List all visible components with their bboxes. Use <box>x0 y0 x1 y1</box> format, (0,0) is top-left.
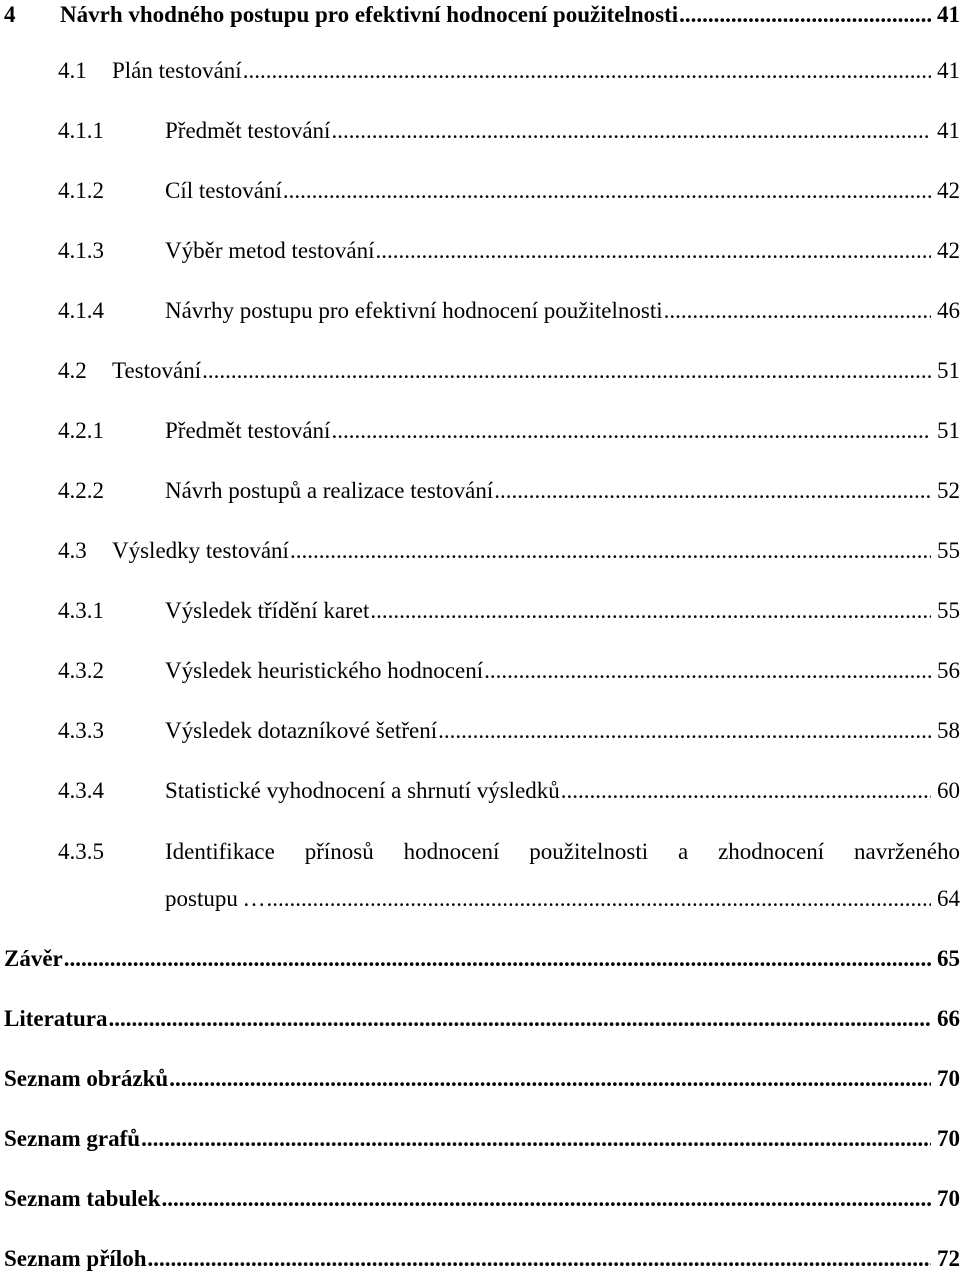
toc-entry-number: 4.1.3 <box>58 238 104 263</box>
toc-entry-page: 64 <box>937 886 960 911</box>
toc-entry-chapter-4[interactable] <box>0 0 960 31</box>
dot-leader <box>331 415 931 447</box>
dot-leader <box>162 1183 931 1215</box>
dot-leader <box>679 0 931 31</box>
toc-entry-literatura[interactable] <box>0 1003 960 1035</box>
toc-entry-page: 42 <box>937 238 960 263</box>
dot-leader <box>370 595 931 627</box>
toc-entry-title: Výsledek heuristického hodnocení <box>165 658 484 683</box>
toc-entry-title: Seznam grafů <box>4 1126 141 1151</box>
toc-entry-page: 70 <box>937 1186 960 1211</box>
toc-entry-4-3[interactable] <box>0 535 960 567</box>
toc-entry-number: 4.3.1 <box>58 598 104 623</box>
toc-entry-title: Výsledek dotazníkové šetření <box>165 718 438 743</box>
toc-entry-title: Návrh vhodného postupu pro efektivní hodnocení použitelnosti <box>60 2 679 27</box>
toc-entry-title: Seznam příloh <box>4 1246 147 1271</box>
toc-entry-zaver[interactable] <box>0 943 960 975</box>
dot-leader <box>202 355 931 387</box>
toc-entry-title: Výběr metod testování <box>165 238 375 263</box>
toc-entry-page: 56 <box>937 658 960 683</box>
toc-entry-page: 66 <box>937 1006 960 1031</box>
toc-entry-4-1-1[interactable] <box>0 115 960 147</box>
toc-entry-number: 4.2.1 <box>58 418 104 443</box>
toc-entry-title: Seznam tabulek <box>4 1186 161 1211</box>
dot-leader <box>376 235 931 267</box>
toc-entry-title: Testování <box>112 358 202 383</box>
dot-leader <box>283 175 931 207</box>
toc-entry-seznam-priloh[interactable] <box>0 1243 960 1275</box>
toc-entry-4-1-2[interactable] <box>0 175 960 207</box>
toc-entry-title-line-1: Identifikace přínosů hodnocení použitelnosti a zhodnocení navrženého <box>165 839 960 864</box>
toc-entry-number: 4.1.4 <box>58 298 104 323</box>
toc-entry-4-3-5-continued[interactable] <box>0 883 960 915</box>
toc-entry-number: 4.1.2 <box>58 178 104 203</box>
toc-entry-page: 72 <box>937 1246 960 1271</box>
toc-entry-page: 55 <box>937 598 960 623</box>
dot-leader <box>561 775 931 807</box>
toc-entry-4-3-4[interactable] <box>0 775 960 807</box>
toc-entry-page: 52 <box>937 478 960 503</box>
toc-entry-number: 4 <box>4 2 16 27</box>
dot-leader <box>494 475 931 507</box>
dot-leader <box>108 1003 931 1035</box>
toc-entry-4-1[interactable] <box>0 55 960 87</box>
toc-entry-page: 41 <box>937 58 960 83</box>
dot-leader <box>290 535 931 567</box>
toc-entry-page: 70 <box>937 1126 960 1151</box>
dot-leader <box>147 1243 931 1275</box>
toc-entry-title: Statistické vyhodnocení a shrnutí výsledků <box>165 778 560 803</box>
toc-entry-page: 58 <box>937 718 960 743</box>
dot-leader <box>64 943 931 975</box>
toc-entry-page: 55 <box>937 538 960 563</box>
toc-entry-page: 41 <box>937 118 960 143</box>
toc-entry-4-1-3[interactable] <box>0 235 960 267</box>
toc-entry-title: Návrhy postupu pro efektivní hodnocení použitelnosti <box>165 298 663 323</box>
dot-leader <box>664 295 931 327</box>
toc-entry-4-2-1[interactable] <box>0 415 960 447</box>
toc-entry-page: 41 <box>937 2 960 27</box>
toc-entry-number: 4.1.1 <box>58 118 104 143</box>
toc-entry-4-2-2[interactable] <box>0 475 960 507</box>
dot-leader <box>169 1063 931 1095</box>
dot-leader <box>141 1123 931 1155</box>
toc-entry-page: 51 <box>937 418 960 443</box>
toc-entry-number: 4.3.2 <box>58 658 104 683</box>
toc-entry-title: Výsledek třídění karet <box>165 598 370 623</box>
toc-entry-page: 46 <box>937 298 960 323</box>
toc-entry-page: 60 <box>937 778 960 803</box>
toc-entry-4-3-3[interactable] <box>0 715 960 747</box>
toc-entry-page: 70 <box>937 1066 960 1091</box>
toc-entry-title: Cíl testování <box>165 178 282 203</box>
toc-entry-title: Předmět testování <box>165 418 331 443</box>
toc-entry-number: 4.1 <box>58 58 87 83</box>
dot-leader <box>438 715 931 747</box>
toc-entry-number: 4.3.5 <box>58 839 104 864</box>
dot-leader <box>243 55 931 87</box>
dot-leader <box>266 883 931 915</box>
toc-entry-title: Plán testování <box>112 58 242 83</box>
toc-entry-title: Návrh postupů a realizace testování <box>165 478 494 503</box>
toc-entry-seznam-tabulek[interactable] <box>0 1183 960 1215</box>
toc-entry-number: 4.3 <box>58 538 87 563</box>
toc-entry-number: 4.2 <box>58 358 87 383</box>
toc-entry-4-2[interactable] <box>0 355 960 387</box>
toc-entry-4-3-2[interactable] <box>0 655 960 687</box>
dot-leader <box>484 655 931 687</box>
toc-entry-title: Předmět testování <box>165 118 331 143</box>
toc-entry-title-line-2: postupu … <box>165 886 266 911</box>
toc-entry-4-3-1[interactable] <box>0 595 960 627</box>
toc-entry-title: Literatura <box>4 1006 108 1031</box>
toc-entry-page: 42 <box>937 178 960 203</box>
toc-entry-4-1-4[interactable] <box>0 295 960 327</box>
toc-entry-page: 51 <box>937 358 960 383</box>
toc-entry-seznam-obrazku[interactable] <box>0 1063 960 1095</box>
dot-leader <box>331 115 931 147</box>
toc-entry-number: 4.3.3 <box>58 718 104 743</box>
toc-entry-number: 4.2.2 <box>58 478 104 503</box>
toc-entry-title: Seznam obrázků <box>4 1066 169 1091</box>
toc-entry-title: Závěr <box>4 946 63 971</box>
toc-entry-page: 65 <box>937 946 960 971</box>
toc-entry-4-3-5[interactable] <box>0 836 960 868</box>
toc-entry-title: Výsledky testování <box>112 538 289 563</box>
toc-entry-number: 4.3.4 <box>58 778 104 803</box>
toc-entry-seznam-grafu[interactable] <box>0 1123 960 1155</box>
